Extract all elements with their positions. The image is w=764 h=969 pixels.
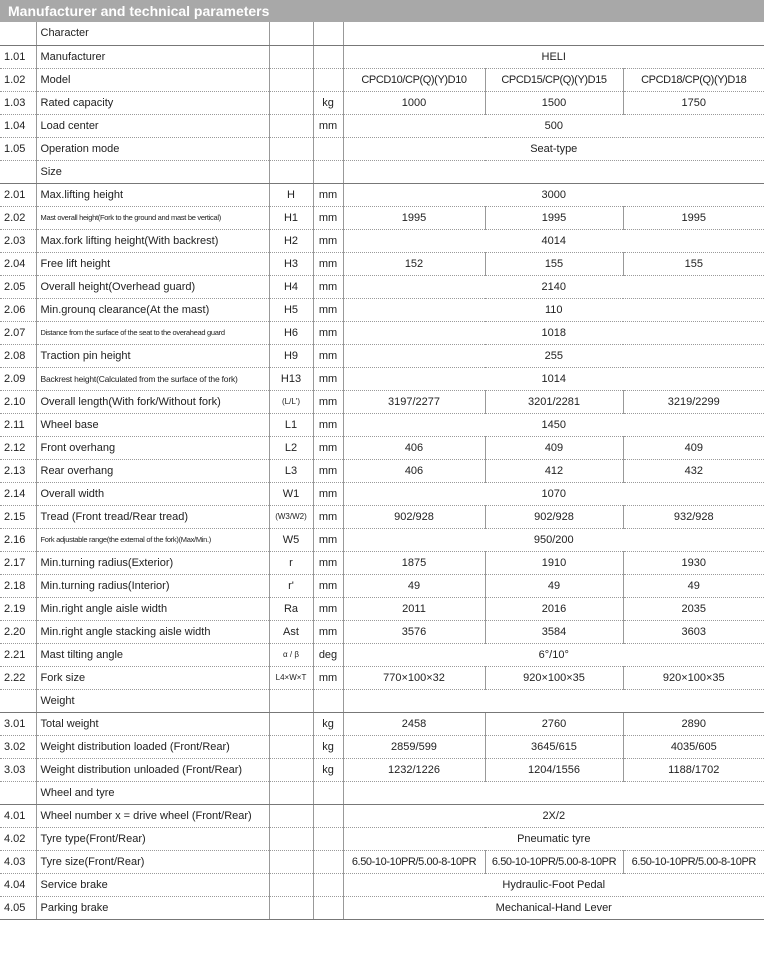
unit xyxy=(313,804,343,827)
symbol xyxy=(269,735,313,758)
value-model-3: 2890 xyxy=(623,712,764,735)
table-row xyxy=(0,873,764,896)
value-model-3: 1188/1702 xyxy=(623,758,764,781)
symbol: α / β xyxy=(269,643,313,666)
symbol: H xyxy=(269,183,313,206)
unit: mm xyxy=(313,620,343,643)
value-model-2: 49 xyxy=(485,574,623,597)
row-number: 2.07 xyxy=(0,321,36,344)
parameter-name: Mast overall height(Fork to the ground and mast be vertical) xyxy=(36,206,269,229)
parameter-name: Overall length(With fork/Without fork) xyxy=(36,390,269,413)
parameter-name: Fork adjustable range(the external of the fork)(Max/Min.) xyxy=(36,528,269,551)
unit: mm xyxy=(313,413,343,436)
unit xyxy=(313,896,343,919)
row-number: 2.09 xyxy=(0,367,36,390)
unit xyxy=(313,68,343,91)
section-label: Weight xyxy=(36,689,269,712)
table-row xyxy=(0,643,764,666)
parameter-name: Rear overhang xyxy=(36,459,269,482)
symbol: r xyxy=(269,551,313,574)
value-model-1: 2458 xyxy=(343,712,485,735)
value-all: 6°/10° xyxy=(343,643,764,666)
row-number: 3.03 xyxy=(0,758,36,781)
row-number: 4.02 xyxy=(0,827,36,850)
table-row xyxy=(0,827,764,850)
table-row xyxy=(0,850,764,873)
parameter-name: Min.grounq clearance(At the mast) xyxy=(36,298,269,321)
row-number: 2.04 xyxy=(0,252,36,275)
table-row xyxy=(0,45,764,68)
value-model-2: 1995 xyxy=(485,206,623,229)
value-model-3: CPCD18/CP(Q)(Y)D18 xyxy=(623,68,764,91)
value-all: 1070 xyxy=(343,482,764,505)
parameter-name: Overall width xyxy=(36,482,269,505)
symbol xyxy=(269,827,313,850)
symbol: H4 xyxy=(269,275,313,298)
symbol xyxy=(269,45,313,68)
symbol: H1 xyxy=(269,206,313,229)
symbol: H3 xyxy=(269,252,313,275)
symbol: W5 xyxy=(269,528,313,551)
value-model-3: 1750 xyxy=(623,91,764,114)
parameter-name: Fork size xyxy=(36,666,269,689)
value-model-2: 2760 xyxy=(485,712,623,735)
value-all: 1014 xyxy=(343,367,764,390)
value-model-1: 3197/2277 xyxy=(343,390,485,413)
value-all: Mechanical-Hand Lever xyxy=(343,896,764,919)
table-row xyxy=(0,482,764,505)
row-number: 4.03 xyxy=(0,850,36,873)
unit: mm xyxy=(313,298,343,321)
parameter-name: Load center xyxy=(36,114,269,137)
row-number: 2.22 xyxy=(0,666,36,689)
table-row xyxy=(0,206,764,229)
unit xyxy=(313,827,343,850)
unit: mm xyxy=(313,436,343,459)
parameter-name: Service brake xyxy=(36,873,269,896)
section-label: Size xyxy=(36,160,269,183)
row-number: 2.13 xyxy=(0,459,36,482)
unit: deg xyxy=(313,643,343,666)
value-all: 2X/2 xyxy=(343,804,764,827)
symbol: L1 xyxy=(269,413,313,436)
parameter-name: Tread (Front tread/Rear tread) xyxy=(36,505,269,528)
value-all: 1450 xyxy=(343,413,764,436)
row-number: 2.20 xyxy=(0,620,36,643)
table-row xyxy=(0,735,764,758)
value-model-2: 412 xyxy=(485,459,623,482)
table-row xyxy=(0,344,764,367)
value-model-2: 1910 xyxy=(485,551,623,574)
row-number: 3.01 xyxy=(0,712,36,735)
parameter-name: Min.right angle stacking aisle width xyxy=(36,620,269,643)
value-model-3: 4035/605 xyxy=(623,735,764,758)
unit: mm xyxy=(313,528,343,551)
row-number: 2.02 xyxy=(0,206,36,229)
value-model-1: 406 xyxy=(343,436,485,459)
unit: mm xyxy=(313,597,343,620)
value-all: Seat-type xyxy=(343,137,764,160)
value-model-1: 1875 xyxy=(343,551,485,574)
value-model-3: 6.50-10-10PR/5.00-8-10PR xyxy=(623,850,764,873)
value-model-1: 3576 xyxy=(343,620,485,643)
unit: kg xyxy=(313,758,343,781)
value-model-2: 2016 xyxy=(485,597,623,620)
table-row xyxy=(0,620,764,643)
table-row xyxy=(0,91,764,114)
parameter-name: Min.turning radius(Exterior) xyxy=(36,551,269,574)
unit: mm xyxy=(313,321,343,344)
unit: mm xyxy=(313,367,343,390)
table-row xyxy=(0,459,764,482)
unit: mm xyxy=(313,252,343,275)
value-model-1: 2859/599 xyxy=(343,735,485,758)
symbol: Ra xyxy=(269,597,313,620)
symbol: H9 xyxy=(269,344,313,367)
parameter-name: Wheel base xyxy=(36,413,269,436)
table-row xyxy=(0,574,764,597)
value-model-2: 920×100×35 xyxy=(485,666,623,689)
row-number: 2.11 xyxy=(0,413,36,436)
table-row xyxy=(0,298,764,321)
row-number: 2.15 xyxy=(0,505,36,528)
value-model-1: 2011 xyxy=(343,597,485,620)
value-model-1: 6.50-10-10PR/5.00-8-10PR xyxy=(343,850,485,873)
parameter-name: Distance from the surface of the seat to the overahead guard xyxy=(36,321,269,344)
table-row xyxy=(0,896,764,919)
value-model-2: 155 xyxy=(485,252,623,275)
unit: mm xyxy=(313,275,343,298)
parameter-name: Front overhang xyxy=(36,436,269,459)
table-row xyxy=(0,367,764,390)
parameter-name: Weight distribution loaded (Front/Rear) xyxy=(36,735,269,758)
table-row xyxy=(0,390,764,413)
value-all: 500 xyxy=(343,114,764,137)
table-row xyxy=(0,114,764,137)
value-all: Pneumatic tyre xyxy=(343,827,764,850)
row-number: 1.04 xyxy=(0,114,36,137)
table-row xyxy=(0,804,764,827)
value-all: 2140 xyxy=(343,275,764,298)
section-header xyxy=(0,160,764,183)
table-row xyxy=(0,252,764,275)
row-number: 2.03 xyxy=(0,229,36,252)
symbol: Ast xyxy=(269,620,313,643)
parameter-name: Tyre type(Front/Rear) xyxy=(36,827,269,850)
symbol xyxy=(269,91,313,114)
symbol: H2 xyxy=(269,229,313,252)
parameter-name: Weight distribution unloaded (Front/Rear) xyxy=(36,758,269,781)
value-model-3: 155 xyxy=(623,252,764,275)
unit: mm xyxy=(313,505,343,528)
value-model-2: 409 xyxy=(485,436,623,459)
table-row xyxy=(0,666,764,689)
row-number: 4.05 xyxy=(0,896,36,919)
row-number: 4.01 xyxy=(0,804,36,827)
value-model-3: 3603 xyxy=(623,620,764,643)
unit xyxy=(313,873,343,896)
table-row xyxy=(0,528,764,551)
value-all: HELI xyxy=(343,45,764,68)
value-all: 1018 xyxy=(343,321,764,344)
section-header xyxy=(0,22,764,45)
table-row xyxy=(0,229,764,252)
symbol: W1 xyxy=(269,482,313,505)
value-model-1: 770×100×32 xyxy=(343,666,485,689)
symbol xyxy=(269,758,313,781)
parameter-name: Wheel number x = drive wheel (Front/Rear) xyxy=(36,804,269,827)
value-model-1: 1000 xyxy=(343,91,485,114)
row-number: 2.12 xyxy=(0,436,36,459)
symbol: L2 xyxy=(269,436,313,459)
parameter-name: Traction pin height xyxy=(36,344,269,367)
unit: mm xyxy=(313,206,343,229)
symbol: (L/L') xyxy=(269,390,313,413)
row-number: 2.14 xyxy=(0,482,36,505)
value-model-2: 1500 xyxy=(485,91,623,114)
unit: mm xyxy=(313,551,343,574)
value-model-3: 1995 xyxy=(623,206,764,229)
row-number: 1.02 xyxy=(0,68,36,91)
value-model-1: 902/928 xyxy=(343,505,485,528)
value-model-2: 902/928 xyxy=(485,505,623,528)
row-number: 2.16 xyxy=(0,528,36,551)
value-model-2: 1204/1556 xyxy=(485,758,623,781)
row-number: 1.01 xyxy=(0,45,36,68)
value-model-1: 1995 xyxy=(343,206,485,229)
section-label: Character xyxy=(36,22,269,45)
value-model-2: 3584 xyxy=(485,620,623,643)
row-number: 2.10 xyxy=(0,390,36,413)
table-row xyxy=(0,712,764,735)
row-number: 2.05 xyxy=(0,275,36,298)
symbol xyxy=(269,68,313,91)
symbol: H13 xyxy=(269,367,313,390)
unit: mm xyxy=(313,666,343,689)
parameter-name: Backrest height(Calculated from the surface of the fork) xyxy=(36,367,269,390)
row-number: 1.05 xyxy=(0,137,36,160)
table-row xyxy=(0,137,764,160)
row-number: 4.04 xyxy=(0,873,36,896)
row-number: 2.19 xyxy=(0,597,36,620)
value-model-3: 2035 xyxy=(623,597,764,620)
value-model-1: 1232/1226 xyxy=(343,758,485,781)
value-all: 4014 xyxy=(343,229,764,252)
unit: mm xyxy=(313,114,343,137)
unit: mm xyxy=(313,183,343,206)
value-model-3: 920×100×35 xyxy=(623,666,764,689)
unit: kg xyxy=(313,91,343,114)
value-model-2: 3201/2281 xyxy=(485,390,623,413)
symbol: H6 xyxy=(269,321,313,344)
value-model-2: CPCD15/CP(Q)(Y)D15 xyxy=(485,68,623,91)
unit: mm xyxy=(313,459,343,482)
value-all: 255 xyxy=(343,344,764,367)
value-model-3: 1930 xyxy=(623,551,764,574)
parameter-name: Tyre size(Front/Rear) xyxy=(36,850,269,873)
value-all: Hydraulic-Foot Pedal xyxy=(343,873,764,896)
table-row xyxy=(0,505,764,528)
unit: kg xyxy=(313,712,343,735)
row-number: 2.21 xyxy=(0,643,36,666)
row-number: 2.01 xyxy=(0,183,36,206)
symbol: L4×W×T xyxy=(269,666,313,689)
value-model-3: 432 xyxy=(623,459,764,482)
row-number: 2.18 xyxy=(0,574,36,597)
symbol: r' xyxy=(269,574,313,597)
symbol: H5 xyxy=(269,298,313,321)
table-row xyxy=(0,597,764,620)
parameter-name: Max.lifting height xyxy=(36,183,269,206)
unit: mm xyxy=(313,482,343,505)
row-number: 2.06 xyxy=(0,298,36,321)
table-row xyxy=(0,436,764,459)
unit: mm xyxy=(313,344,343,367)
value-model-3: 3219/2299 xyxy=(623,390,764,413)
value-model-1: 49 xyxy=(343,574,485,597)
value-model-1: 152 xyxy=(343,252,485,275)
table-row xyxy=(0,183,764,206)
unit xyxy=(313,850,343,873)
unit: mm xyxy=(313,390,343,413)
value-model-1: 406 xyxy=(343,459,485,482)
value-model-2: 3645/615 xyxy=(485,735,623,758)
unit xyxy=(313,45,343,68)
table-row xyxy=(0,413,764,436)
value-all: 3000 xyxy=(343,183,764,206)
table-row xyxy=(0,321,764,344)
parameter-name: Free lift height xyxy=(36,252,269,275)
section-header xyxy=(0,689,764,712)
symbol xyxy=(269,114,313,137)
unit: mm xyxy=(313,574,343,597)
parameter-name: Min.turning radius(Interior) xyxy=(36,574,269,597)
value-model-3: 409 xyxy=(623,436,764,459)
parameter-name: Operation mode xyxy=(36,137,269,160)
value-model-3: 49 xyxy=(623,574,764,597)
row-number: 1.03 xyxy=(0,91,36,114)
value-model-2: 6.50-10-10PR/5.00-8-10PR xyxy=(485,850,623,873)
parameter-name: Total weight xyxy=(36,712,269,735)
value-model-3: 932/928 xyxy=(623,505,764,528)
row-number: 2.08 xyxy=(0,344,36,367)
value-model-1: CPCD10/CP(Q)(Y)D10 xyxy=(343,68,485,91)
symbol: L3 xyxy=(269,459,313,482)
symbol xyxy=(269,873,313,896)
symbol xyxy=(269,804,313,827)
parameter-name: Max.fork lifting height(With backrest) xyxy=(36,229,269,252)
row-number: 2.17 xyxy=(0,551,36,574)
unit: kg xyxy=(313,735,343,758)
unit: mm xyxy=(313,229,343,252)
value-all: 950/200 xyxy=(343,528,764,551)
table-row xyxy=(0,551,764,574)
symbol xyxy=(269,712,313,735)
section-title-bar: Manufacturer and technical parameters xyxy=(0,0,764,22)
parameter-name: Min.right angle aisle width xyxy=(36,597,269,620)
parameter-name: Overall height(Overhead guard) xyxy=(36,275,269,298)
parameter-name: Manufacturer xyxy=(36,45,269,68)
symbol xyxy=(269,137,313,160)
symbol xyxy=(269,850,313,873)
symbol xyxy=(269,896,313,919)
table-row xyxy=(0,275,764,298)
row-number: 3.02 xyxy=(0,735,36,758)
parameter-name: Parking brake xyxy=(36,896,269,919)
table-row xyxy=(0,758,764,781)
section-label: Wheel and tyre xyxy=(36,781,269,804)
symbol: (W3/W2) xyxy=(269,505,313,528)
parameter-name: Mast tilting angle xyxy=(36,643,269,666)
parameter-name: Rated capacity xyxy=(36,91,269,114)
parameters-table xyxy=(0,22,764,920)
unit xyxy=(313,137,343,160)
parameter-name: Model xyxy=(36,68,269,91)
value-all: 110 xyxy=(343,298,764,321)
table-row xyxy=(0,68,764,91)
section-header xyxy=(0,781,764,804)
